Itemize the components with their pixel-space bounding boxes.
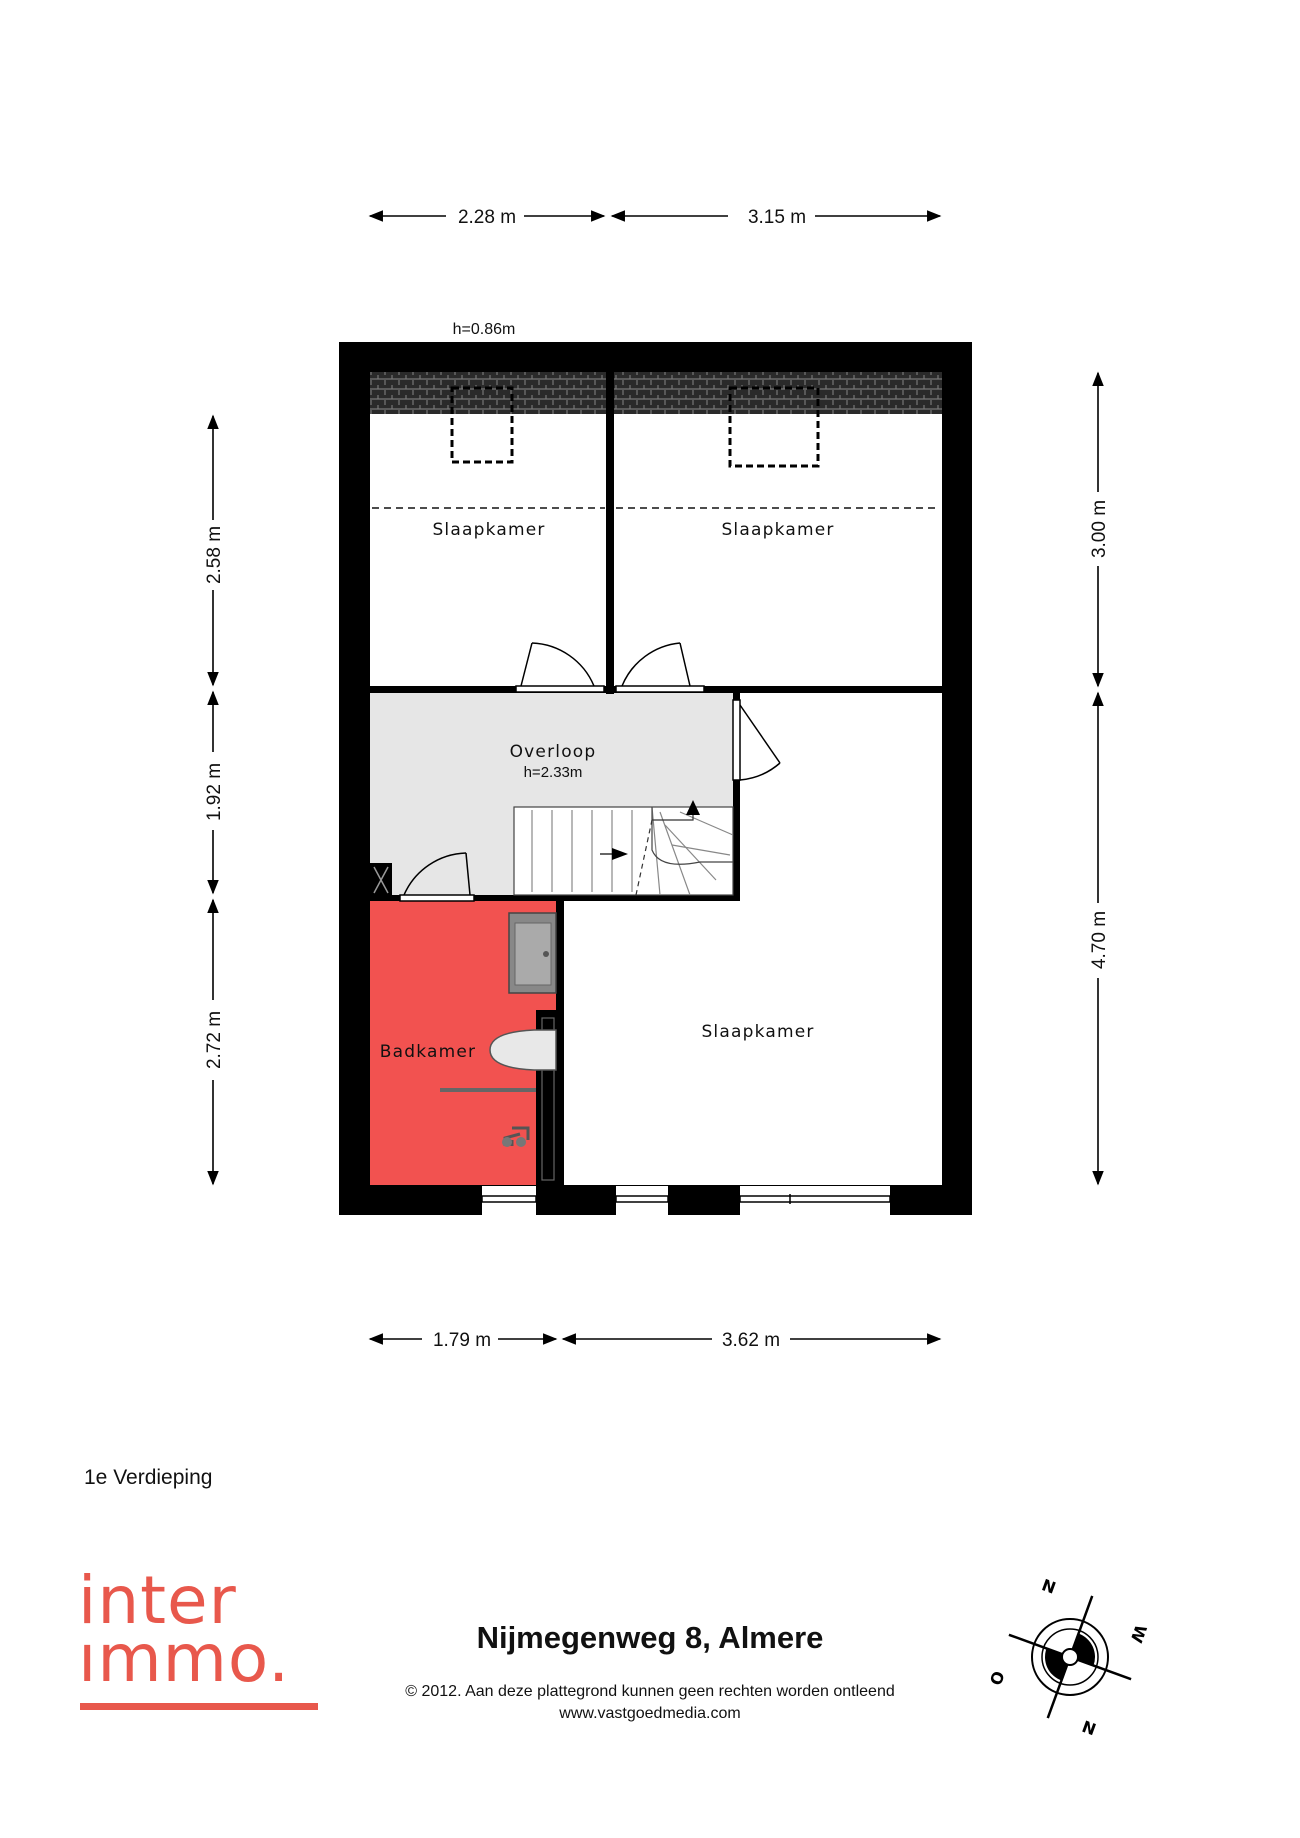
dim-left-bottom: 2.72 m [204,1010,225,1070]
dim-top-right: 3.15 m [747,207,807,228]
room-label-bedroom-right: Slaapkamer [721,520,835,540]
brand-logo-line-1: inter [78,1562,237,1639]
dim-right-bottom: 4.70 m [1089,910,1110,970]
roof-tiles-right [614,372,942,414]
landing-height: h=2.33m [523,764,583,781]
copyright-notice: © 2012. Aan deze plattegrond kunnen geen rechten worden ontleend [405,1683,895,1700]
room-label-bathroom: Badkamer [379,1042,477,1062]
toilet [490,1030,556,1070]
dim-bottom-left: 1.79 m [432,1330,492,1351]
compass-south: N [1079,1716,1099,1739]
dim-bottom-right: 3.62 m [721,1330,781,1351]
compass-north: N [1039,1575,1059,1598]
compass-rose-icon [985,1572,1155,1742]
website-url: www.vastgoedmedia.com [559,1705,741,1722]
property-address: Nijmegenweg 8, Almere [476,1620,824,1655]
dim-top-left: 2.28 m [457,207,517,228]
room-label-landing: Overloop [509,742,597,762]
dim-left-middle: 1.92 m [204,762,225,822]
room-label-bedroom-left: Slaapkamer [432,520,546,540]
staircase [514,800,733,895]
compass-east: W [1126,1622,1151,1646]
knee-wall-height: h=0.86m [452,321,516,338]
roof-tiles-left [370,372,606,414]
dim-left-top: 2.58 m [204,525,225,585]
floor-label: 1e Verdieping [84,1466,213,1489]
compass-west: O [986,1668,1009,1688]
room-label-bedroom-large: Slaapkamer [701,1022,815,1042]
building [339,342,972,1215]
brand-logo-line-2: ımmo. [78,1620,291,1697]
dim-right-top: 3.00 m [1089,499,1110,559]
